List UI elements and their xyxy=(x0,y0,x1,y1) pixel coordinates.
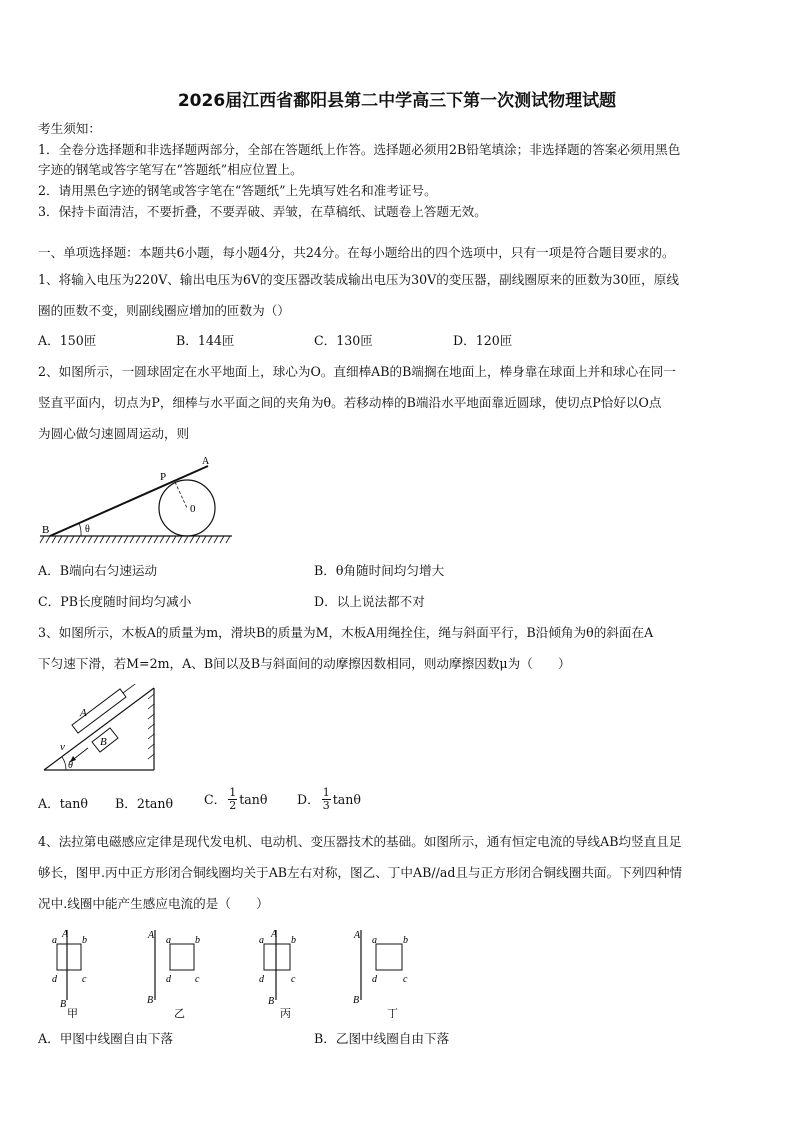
q4-option-a: A．甲图中线圈自由下落 xyxy=(38,1031,174,1046)
q3-option-c xyxy=(204,787,268,812)
q1-stem-line-2: 圈的匝数不变，则副线圈应增加的匝数为（） xyxy=(38,303,290,318)
section-heading: 一、单项选择题：本题共6小题，每小题4分，共24分。在每小题给出的四个选项中，只有一项是符合题目要求的。 xyxy=(38,245,675,260)
q1-option-d: D．120匝 xyxy=(453,333,513,348)
incline-angle-arc xyxy=(62,757,66,770)
incline-surface xyxy=(44,688,154,770)
coil xyxy=(170,944,194,970)
q2-option-a: A．B端向右匀速运动 xyxy=(38,563,158,578)
coil xyxy=(376,944,402,970)
wall-hatch xyxy=(148,694,154,759)
label-a: a xyxy=(166,935,171,946)
q3-option-d-prefix: D． xyxy=(297,792,320,807)
figure-name: 丁 xyxy=(387,1008,398,1018)
label-b-wire: B xyxy=(268,996,275,1007)
label-a-wire: A xyxy=(271,929,278,940)
q4-stem-line-2: 够长，图甲.丙中正方形闭合铜线圈均关于AB左右对称，图乙、丁中AB//ad且与正方形闭合铜线圈共面。下列四种情 xyxy=(38,865,683,880)
q2-option-c: C．PB长度随时间均匀减小 xyxy=(38,594,192,609)
label-c: c xyxy=(195,974,200,985)
q4-figure-yi xyxy=(146,926,216,1018)
q2-figure xyxy=(36,452,236,547)
label-c: c xyxy=(82,974,87,985)
q2-stem-line-3: 为圆心做匀速圆周运动，则 xyxy=(38,426,190,441)
label-a: a xyxy=(372,935,377,946)
radius-op xyxy=(175,482,187,508)
page-title: 2026届江西省鄱阳县第二中学高三下第一次测试物理试题 xyxy=(177,91,617,111)
q3-option-d-fraction xyxy=(322,787,331,812)
q2-option-d: D．以上说法都不对 xyxy=(314,594,425,609)
label-o: 0 xyxy=(190,503,196,515)
q3-option-d-numerator: 1 xyxy=(322,786,330,799)
q3-option-c-denominator: 2 xyxy=(229,799,237,812)
label-b-wire: B xyxy=(60,999,67,1010)
label-a-wire: A xyxy=(354,930,361,941)
q3-option-c-prefix: C． xyxy=(204,792,227,807)
q3-figure xyxy=(38,684,158,776)
label-d: d xyxy=(372,974,377,985)
q3-option-c-numerator: 1 xyxy=(229,786,237,799)
label-p: P xyxy=(160,471,167,483)
label-b: b xyxy=(291,935,296,946)
q4-figure-bing xyxy=(258,926,308,1018)
label-c: c xyxy=(403,974,408,985)
q1-option-a: A．150匝 xyxy=(38,333,97,348)
label-b: b xyxy=(82,935,87,946)
q2-stem-line-2: 竖直平面内，切点为P，细棒与水平面之间的夹角为θ。若移动棒的B端沿水平地面靠近圆球，使切点P恰好以O点 xyxy=(38,395,662,410)
q1-stem-line-1: 1、将输入电压为220V、输出电压为6V的变压器改装成输出电压为30V的变压器，副线圈原来的匝数为30匝，原线 xyxy=(38,272,679,287)
q2-option-b: B．θ角随时间均匀增大 xyxy=(314,563,445,578)
label-b-wire: B xyxy=(353,995,360,1006)
q3-option-b: B．2tanθ xyxy=(115,796,174,811)
q4-figure-ding xyxy=(350,926,420,1018)
label-c: c xyxy=(291,974,296,985)
label-a: A xyxy=(202,456,210,467)
rod-ab xyxy=(50,466,208,536)
q4-stem-line-3: 况中.线圈中能产生感应电流的是（ ） xyxy=(38,896,269,911)
q2-stem-line-1: 2、如图所示，一圆球固定在水平地面上，球心为O。直细棒AB的B端搁在地面上，棒身靠在球面上并和球心在同一 xyxy=(38,364,676,379)
ground-hatch xyxy=(40,536,230,543)
label-a: a xyxy=(259,935,264,946)
figure-name: 丙 xyxy=(280,1008,291,1018)
q3-option-c-suffix: tanθ xyxy=(239,792,268,807)
label-b: B xyxy=(42,524,50,536)
figure-name: 甲 xyxy=(67,1008,78,1018)
notice-line-4: 3．保持卡面清洁，不要折叠，不要弄破、弄皱，在草稿纸、试题卷上答题无效。 xyxy=(38,204,487,219)
q3-stem-line-1: 3、如图所示，木板A的质量为m，滑块B的质量为M，木板A用绳拴住，绳与斜面平行，B沿倾角为θ的斜面在A xyxy=(38,625,654,640)
label-b: B xyxy=(100,736,107,748)
label-b-wire: B xyxy=(147,995,154,1006)
q4-stem-line-1: 4、法拉第电磁感应定律是现代发电机、电动机、变压器技术的基础。如图所示，通有恒定电流的导线AB均竖直且足 xyxy=(38,834,682,849)
label-d: d xyxy=(166,974,171,985)
label-d: d xyxy=(52,974,57,985)
label-v: v xyxy=(60,741,65,753)
label-b: b xyxy=(195,935,200,946)
angle-arc xyxy=(79,523,81,536)
label-a: a xyxy=(52,935,57,946)
notice-line-1: 1．全卷分选择题和非选择题两部分，全部在答题纸上作答。选择题必须用2B铅笔填涂；非选择题的答案必须用黑色 xyxy=(38,142,681,157)
q4-option-b: B．乙图中线圈自由下落 xyxy=(314,1031,450,1046)
label-a: A xyxy=(80,707,87,719)
q3-option-d-suffix: tanθ xyxy=(332,792,361,807)
coil xyxy=(264,944,290,970)
q1-option-c: C．130匝 xyxy=(314,333,373,348)
q3-option-c-fraction xyxy=(228,787,237,812)
q3-option-a: A．tanθ xyxy=(38,796,88,811)
notice-line-2: 字迹的钢笔或答字笔写在“答题纸”相应位置上。 xyxy=(38,162,303,177)
label-d: d xyxy=(259,974,264,985)
figure-name: 乙 xyxy=(174,1008,185,1018)
label-b: b xyxy=(403,935,408,946)
notice-line-3: 2．请用黑色字迹的钢笔或答字笔在“答题纸”上先填写姓名和准考证号。 xyxy=(38,183,437,198)
label-a-wire: A xyxy=(148,930,155,941)
q3-stem-line-2: 下匀速下滑，若M=2m，A、B间以及B与斜面间的动摩擦因数相同，则动摩擦因数μ为（ ） xyxy=(38,656,571,671)
coil xyxy=(57,944,81,970)
notice-heading: 考生须知： xyxy=(38,121,101,136)
q1-option-b: B．144匝 xyxy=(176,333,235,348)
label-a-wire: A xyxy=(62,929,69,940)
label-theta: θ xyxy=(68,760,73,771)
label-theta: θ xyxy=(85,524,90,535)
q3-option-d xyxy=(297,787,361,812)
q3-option-d-denominator: 3 xyxy=(322,799,330,812)
q4-figure-jia xyxy=(48,926,98,1018)
